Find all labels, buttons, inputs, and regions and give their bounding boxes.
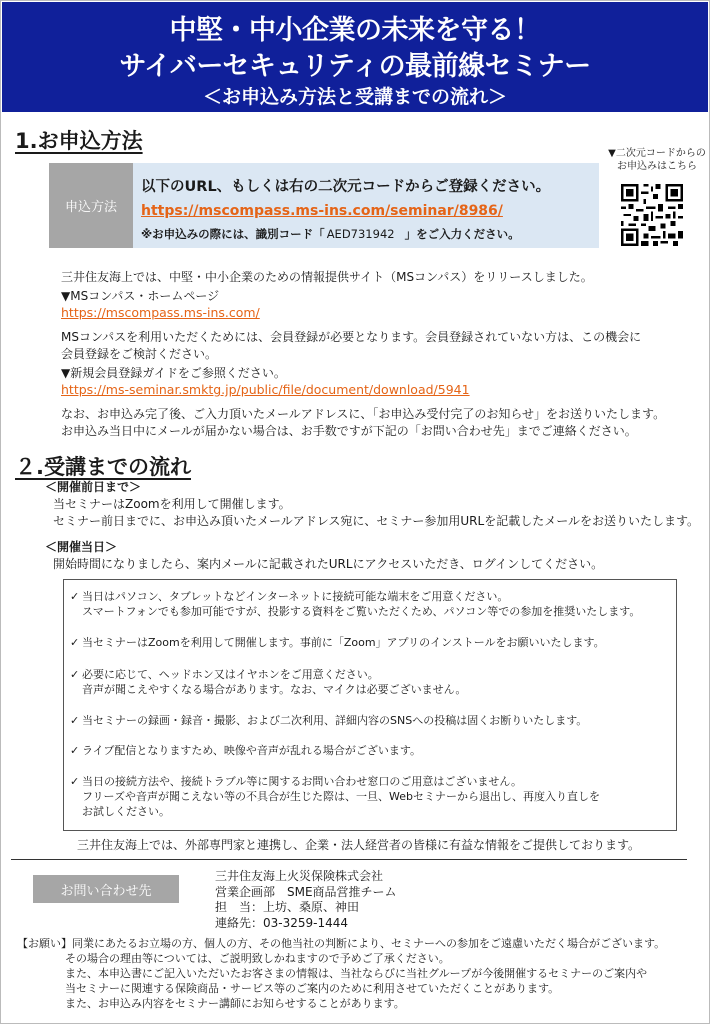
note-item: ✓ 当日はパソコン、タブレットなどインターネットに接続可能な端末をご用意ください。 スマートフォンでも参加可能ですが、投影する資料をご覧いただくため、パソコン等での参加を推奨いたします。 [70, 590, 641, 618]
registration-guide-link[interactable]: https://ms-seminar.smktg.jp/public/file/document/download/5941 [61, 382, 470, 397]
mscompass-home-heading: ▼MSコンパス・ホームページ [61, 289, 220, 303]
checkmark-icon: ✓ [70, 590, 80, 603]
membership-text-line2: 会員登録をご検討ください。 [61, 347, 218, 361]
before-day-line1: 当セミナーはZoomを利用して開催します。 [53, 497, 291, 511]
qr-caption [605, 147, 709, 173]
registration-box [133, 163, 599, 248]
mscompass-home-link[interactable]: https://mscompass.ms-ins.com/ [61, 305, 260, 320]
contact-persons: 担 当：上坊、桑原、神田 [215, 900, 360, 914]
qr-code-icon[interactable] [621, 184, 683, 246]
checkmark-icon: ✓ [70, 744, 80, 757]
checkmark-icon: ✓ [70, 668, 80, 681]
confirmation-text-line2: お申込み当日中にメールが届かない場合は、お手数ですが下記の「お問い合わせ先」までご連絡ください。 [61, 424, 637, 438]
header-subtitle: ＜お申込み方法と受講までの流れ＞ [202, 86, 507, 108]
contact-company: 三井住友海上火災保険株式会社 [215, 869, 384, 883]
note-item: ✓ 必要に応じて、ヘッドホン又はイヤホンをご用意ください。 音声が聞こえやすくなる場合があります。なお、マイクは必要ございません。 [70, 668, 467, 696]
identification-code-note [141, 226, 599, 242]
identification-code: AED731942 [326, 227, 395, 241]
code-note-suffix: 」をご入力ください。 [404, 227, 520, 241]
footer-note-line1: 【お願い】同業にあたるお立場の方、個人の方、その他当社の判断により、セミナーへの参加をご遠慮いただく場合がございます。 [17, 937, 666, 950]
note-item: ✓ 当日の接続方法や、接続トラブル等に関するお問い合わせ窓口のご用意はございません。 フリーズや音声が聞こえない等の不具合が生じた際は、一旦、Webセミナーから退出し、再度入り直しを お試しください。 [70, 775, 600, 818]
registration-label: 申込方法 [49, 163, 133, 248]
note-item: ✓ ライブ配信となりますため、映像や音声が乱れる場合がございます。 [70, 744, 422, 757]
registration-guide-heading: ▼新規会員登録ガイドをご参照ください。 [61, 366, 286, 380]
checkmark-icon: ✓ [70, 714, 80, 727]
section1-title: 1.お申込方法 [15, 129, 143, 153]
contact-button[interactable]: お問い合わせ先 [33, 875, 179, 903]
header-title-line2: サイバーセキュリティの最前線セミナー [119, 51, 591, 82]
contact-details [215, 869, 397, 931]
checkmark-icon: ✓ [70, 636, 80, 649]
footer-note-line3: また、本申込書にご記入いただいたお客さまの情報は、当社ならびに当社グループが今後開催するセミナーのご案内や [65, 967, 648, 980]
footer-note-line5: また、お申込み内容をセミナー講師にお知らせすることがあります。 [65, 997, 405, 1010]
registration-instruction: 以下のURL、もしくは右の二次元コードからご登録ください。 [141, 179, 551, 195]
confirmation-text-line1: なお、お申込み完了後、ご入力頂いたメールアドレスに、「お申込み受付完了のお知らせ」をお送りいたします。 [61, 407, 666, 421]
footer-note-line4: 当セミナーに関連する保険商品・サービス等のご案内のために利用させていただくことがあります。 [65, 982, 560, 995]
contact-department: 営業企画部 SME商品営推チーム [215, 884, 397, 899]
intro-text: 三井住友海上では、中堅・中小企業のための情報提供サイト（MSコンパス）をリリースしました。 [61, 270, 593, 284]
note-item: ✓ 当セミナーはZoomを利用して開催します。事前に「Zoom」アプリのインストールをお願いいたします。 [70, 636, 605, 649]
code-note-prefix: ※お申込みの際には、識別コード「 [141, 227, 325, 241]
qr-caption-line2: お申込みはこちら [617, 161, 697, 172]
before-day-heading: ＜開催前日まで＞ [45, 480, 142, 494]
footer-note-line2: その場合の理由等については、ご説明致しかねますので予めご了承ください。 [65, 952, 450, 965]
event-day-heading: ＜開催当日＞ [45, 540, 118, 554]
checkmark-icon: ✓ [70, 775, 80, 788]
contact-phone: 連絡先：03-3259-1444 [215, 915, 349, 930]
event-day-line: 開始時間になりましたら、案内メールに記載されたURLにアクセスいただき、ログインしてください。 [53, 557, 604, 571]
header-banner [2, 2, 708, 112]
qr-caption-line1: ▼二次元コードからの [608, 148, 706, 159]
note-item: ✓ 当セミナーの録画・録音・撮影、および二次利用、詳細内容のSNSへの投稿は固くお断りいたします。 [70, 714, 588, 727]
header-title-line1: 中堅・中小企業の未来を守る！ [169, 15, 541, 46]
closing-text: 三井住友海上では、外部専門家と連携し、企業・法人経営者の皆様に有益な情報をご提供しております。 [77, 838, 641, 852]
membership-text-line1: MSコンパスを利用いただくためには、会員登録が必要となります。会員登録されていない方は、この機会に [61, 330, 642, 344]
before-day-line2: セミナー前日までに、お申込み頂いたメールアドレス宛に、セミナー参加用URLを記載したメールをお送りいたします。 [53, 514, 700, 528]
notes-box [63, 579, 677, 831]
divider [11, 859, 687, 860]
registration-url-link[interactable]: https://mscompass.ms-ins.com/seminar/8986/ [141, 203, 503, 219]
section2-title: ２.受講までの流れ [15, 455, 191, 479]
